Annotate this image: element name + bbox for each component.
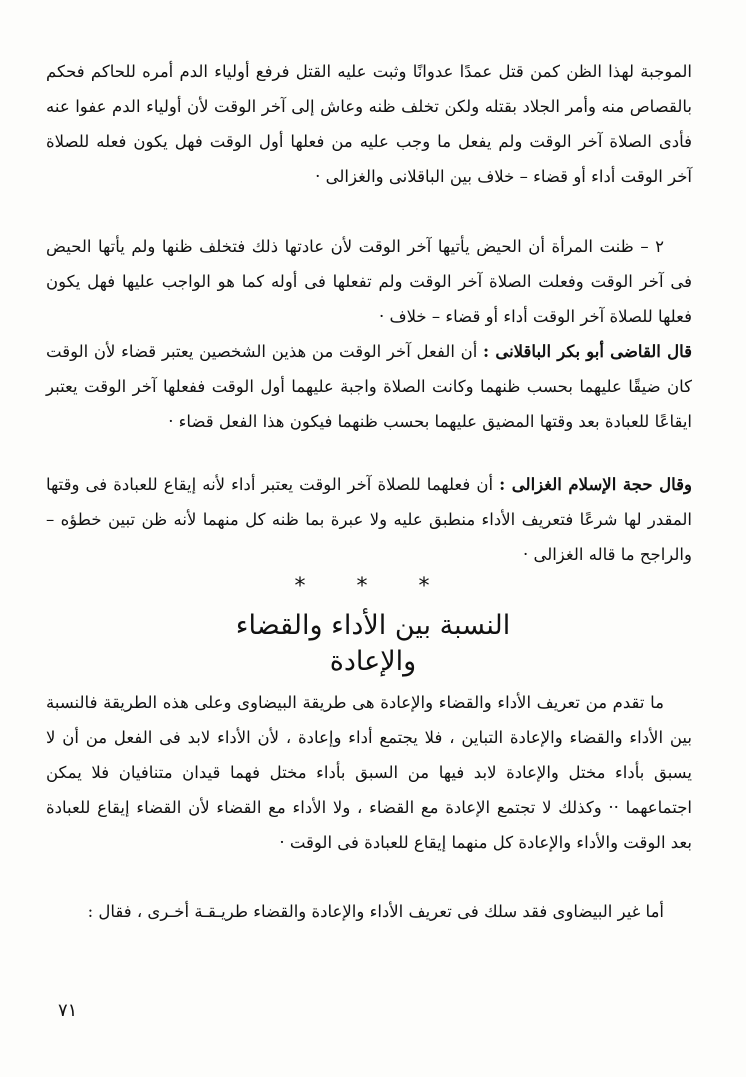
paragraph-other-method: أما غير البيضاوى فقد سلك فى تعريف الأداء والإعادة والقضاء طريـقـة أخـرى ، فقال : xyxy=(87,902,664,921)
baqillani-text: أن الفعل آخر الوقت من هذين الشخصين يعتبر قضاء لأن الوقت كان ضيقًا عليهما بحسب ظنهما وكانت الصلاة واجبة عليهما أول الوقت ففعلها آخر الوقت يعتبر ايقاعًا للعبادة بعد وقتها المضيق عليهما بحسب ظنهما فيكون هذا الفعل قضاء · xyxy=(46,342,692,431)
ghazali-label: وقال حجة الإسلام الغزالى : xyxy=(499,475,693,494)
section-heading-line2: والإعادة xyxy=(329,646,417,677)
ghazali-text: أن فعلهما للصلاة آخر الوقت يعتبر أداء لأنه إيقاع للعبادة فى وقتها المقدر لها شرعًا فتعريف الأداء منطبق عليه ولا عبرة بما ظنه كل منهما لأنه ظن تبين خطؤه – والراجح ما قاله الغزالى · xyxy=(46,475,692,564)
page-number: ٧١ xyxy=(58,1000,78,1021)
paragraph-baqillani-opinion xyxy=(46,334,692,439)
section-separator-stars: * * * xyxy=(294,574,452,599)
section-heading-line1: النسبة بين الأداء والقضاء xyxy=(235,610,511,641)
baqillani-label: قال القاضى أبو بكر الباقلانى : xyxy=(483,342,693,361)
paragraph-ghazali-opinion xyxy=(46,467,692,572)
paragraph-relation-explanation: ما تقدم من تعريف الأداء والقضاء والإعادة هى طريقة البيضاوى وعلى هذه الطريقة فالنسبة بين الأداء والقضاء والإعادة التباين ، فلا يجتمع أداء وإعادة ، لأن الأداء لابد فى الفعل من أن لا يسبق بأداء مختل والإعادة لابد فيها من السبق بأداء مختل فهما قيدان متنافيان فلا يمكن اجتماعهما ·· وكذلك لا تجتمع الإعادة مع القضاء ، ولا الأداء مع القضاء لأن القضاء إيقاع للعبادة بعد الوقت والأداء والإعادة كل منهما إيقاع للعبادة فى الوقت · xyxy=(46,693,692,852)
paragraph-second-example: ٢ – ظنت المرأة أن الحيض يأتيها آخر الوقت لأن عادتها ذلك فتخلف ظنها ولم يأتها الحيض فى آخر الوقت وفعلت الصلاة آخر الوقت ولم تفعلها فى أوله كما هو الواجب عليها فهل يكون فعلها للصلاة آخر الوقت أداء أو قضاء – خلاف · xyxy=(46,237,692,326)
paragraph-first-example: الموجبة لهذا الظن كمن قتل عمدًا عدوانًا وثبت عليه القتل فرفع أولياء الدم أمره للحاكم فحكم بالقصاص منه وأمر الجلاد بقتله ولكن تخلف ظنه وعاش إلى آخر الوقت لأن أولياء الدم عفوا عنه فأدى الصلاة آخر الوقت ولم يفعل ما وجب عليه من فعلها أول الوقت فهل يكون فعله للصلاة آخر الوقت أداء أو قضاء – خلاف بين الباقلانى والغزالى · xyxy=(46,62,692,186)
